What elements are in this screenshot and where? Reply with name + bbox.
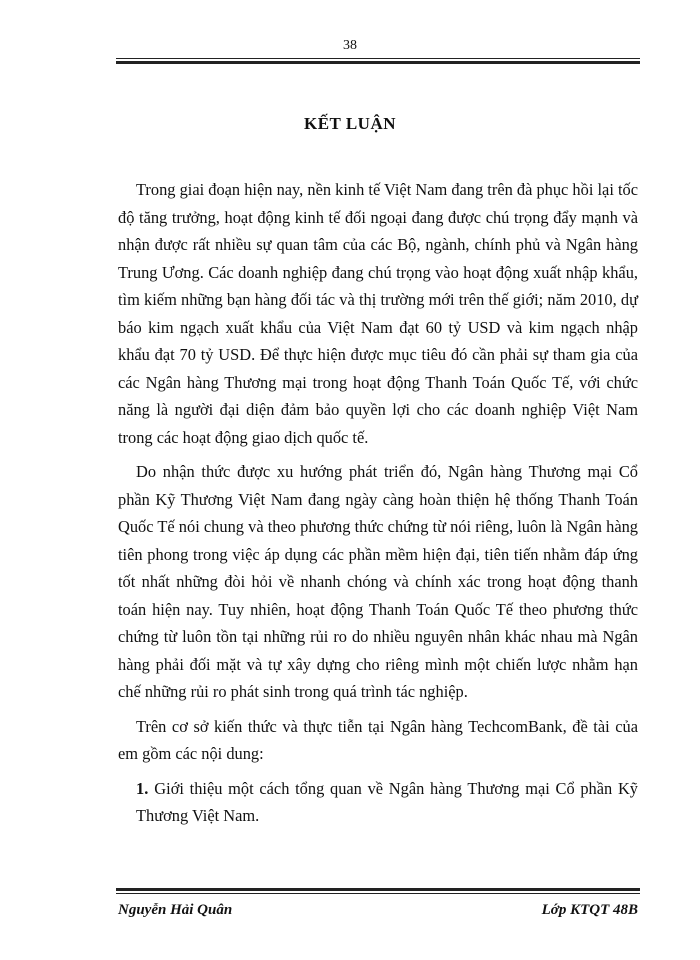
footer-class: Lớp KTQT 48B xyxy=(541,902,638,918)
paragraph: Trong giai đoạn hiện nay, nền kinh tế Việt Nam đang trên đà phục hồi lại tốc độ tăng trưởng, hoạt động kinh tế đối ngoại đang được chú trọng đẩy mạnh và nhận được rất nhiều sự quan tâm của các Bộ, ngành, chính phủ và Ngân hàng Trung Ương. Các doanh nghiệp đang chú trọng vào hoạt động xuất nhập khẩu, tìm kiếm những bạn hàng đối tác và thị trường mới trên thế giới; năm 2010, dự báo kim ngạch xuất khẩu của Việt Nam đạt 60 tỷ USD và kim ngạch nhập khẩu đạt 70 tỷ USD. Để thực hiện được mục tiêu đó cần phải sự tham gia của các Ngân hàng Thương mại trong hoạt động Thanh Toán Quốc Tế, với chức năng là người đại diện đảm bảo quyền lợi cho các doanh nghiệp Việt Nam trong các hoạt động giao dịch quốc tế. xyxy=(118,180,638,447)
body-text xyxy=(118,176,638,837)
footer-rule-thick xyxy=(116,888,640,891)
footer-rule-thin xyxy=(116,893,640,894)
list-item xyxy=(118,775,638,830)
page-number: 38 xyxy=(343,38,357,53)
header-rule-thin xyxy=(116,58,640,59)
list-item-text: Giới thiệu một cách tổng quan về Ngân hàng Thương mại Cổ phần Kỹ Thương Việt Nam. xyxy=(136,778,638,825)
list-item-number: 1. xyxy=(136,778,149,798)
footer xyxy=(118,902,638,919)
page-title: KẾT LUẬN xyxy=(303,114,396,133)
header-rule-thick xyxy=(116,61,640,64)
footer-author: Nguyễn Hải Quân xyxy=(118,902,233,918)
paragraph: Trên cơ sở kiến thức và thực tiễn tại Ngân hàng TechcomBank, đề tài của em gồm các nội dung: xyxy=(118,716,638,763)
paragraph: Do nhận thức được xu hướng phát triển đó, Ngân hàng Thương mại Cổ phần Kỹ Thương Việt Nam đang ngày càng hoàn thiện hệ thống Thanh Toán Quốc Tế nói chung và theo phương thức chứng từ nói riêng, luôn là Ngân hàng tiên phong trong việc áp dụng các phần mềm hiện đại, tiên tiến nhằm đáp ứng tốt nhất những đòi hỏi về nhanh chóng và chính xác trong hoạt động thanh toán hiện nay. Tuy nhiên, hoạt động Thanh Toán Quốc Tế theo phương thức chứng từ luôn tồn tại những rủi ro do nhiều nguyên nhân khác nhau mà Ngân hàng phải đối mặt và tự xây dựng cho riêng mình một chiến lược nhằm hạn chế những rủi ro phát sinh trong quá trình tác nghiệp. xyxy=(118,462,638,701)
